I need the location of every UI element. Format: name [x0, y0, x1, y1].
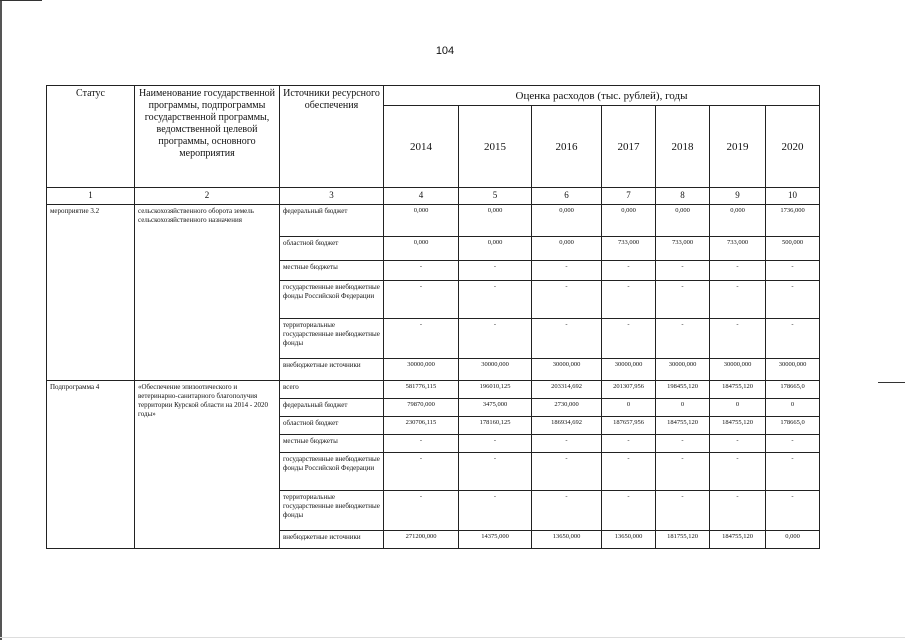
amount-cell: 196010,125: [459, 381, 532, 399]
year-header: 2014: [384, 106, 459, 188]
amount-cell: 30000,000: [459, 359, 532, 381]
page-bottom-edge: [0, 637, 905, 638]
amount-cell: 0,000: [384, 205, 459, 237]
amount-cell: 0,000: [459, 205, 532, 237]
funding-source: местные бюджеты: [280, 261, 384, 281]
amount-cell: -: [710, 319, 766, 359]
amount-cell: 30000,000: [602, 359, 656, 381]
amount-cell: -: [766, 261, 820, 281]
column-number: 2: [135, 188, 280, 205]
amount-cell: -: [532, 261, 602, 281]
amount-cell: 178665,0: [766, 381, 820, 399]
amount-cell: -: [766, 435, 820, 453]
amount-cell: 0,000: [602, 205, 656, 237]
column-number: 3: [280, 188, 384, 205]
amount-cell: -: [459, 261, 532, 281]
amount-cell: 0: [766, 399, 820, 417]
amount-cell: 178665,0: [766, 417, 820, 435]
amount-cell: -: [459, 491, 532, 531]
funding-source: территориальные государственные внебюджетные фонды: [280, 319, 384, 359]
column-number: 9: [710, 188, 766, 205]
amount-cell: 198455,120: [656, 381, 710, 399]
amount-cell: 187657,956: [602, 417, 656, 435]
header-sources: Источники ресурсного обеспечения: [280, 86, 384, 188]
amount-cell: 181755,120: [656, 531, 710, 549]
row-name: сельскохозяйственного оборота земель сельскохозяйственного назначения: [135, 205, 280, 381]
funding-source: областной бюджет: [280, 237, 384, 261]
year-header: 2019: [710, 106, 766, 188]
page-number: 104: [435, 45, 455, 57]
amount-cell: 30000,000: [766, 359, 820, 381]
amount-cell: 14375,000: [459, 531, 532, 549]
table-row: [47, 381, 820, 399]
funding-source: местные бюджеты: [280, 435, 384, 453]
funding-source: внебюджетные источники: [280, 359, 384, 381]
amount-cell: -: [602, 491, 656, 531]
amount-cell: -: [656, 261, 710, 281]
amount-cell: -: [384, 261, 459, 281]
amount-cell: -: [656, 491, 710, 531]
column-number: 1: [47, 188, 135, 205]
amount-cell: -: [532, 319, 602, 359]
column-number: 6: [532, 188, 602, 205]
header-name: Наименование государственной программы, подпрограммы государственной программы, ведомственной целевой программы, основного мероприятия: [135, 86, 280, 188]
header-estimate: Оценка расходов (тыс. рублей), годы: [384, 86, 820, 106]
amount-cell: -: [602, 261, 656, 281]
amount-cell: -: [710, 281, 766, 319]
table-row: [47, 205, 820, 237]
amount-cell: -: [602, 453, 656, 491]
funding-source: территориальные государственные внебюджетные фонды: [280, 491, 384, 531]
amount-cell: 186934,692: [532, 417, 602, 435]
amount-cell: 0: [656, 399, 710, 417]
amount-cell: 0: [602, 399, 656, 417]
amount-cell: -: [384, 491, 459, 531]
amount-cell: -: [459, 453, 532, 491]
table-body: [47, 205, 820, 549]
budget-table: [46, 85, 820, 549]
amount-cell: -: [459, 281, 532, 319]
column-number: 10: [766, 188, 820, 205]
amount-cell: 733,000: [656, 237, 710, 261]
amount-cell: 184755,120: [656, 417, 710, 435]
amount-cell: -: [459, 435, 532, 453]
amount-cell: 184755,120: [710, 381, 766, 399]
amount-cell: -: [384, 319, 459, 359]
amount-cell: -: [532, 281, 602, 319]
column-number: 5: [459, 188, 532, 205]
amount-cell: 203314,692: [532, 381, 602, 399]
header-status: Статус: [47, 86, 135, 188]
amount-cell: -: [656, 435, 710, 453]
amount-cell: -: [532, 435, 602, 453]
amount-cell: -: [710, 435, 766, 453]
row-status: мероприятие 3.2: [47, 205, 135, 381]
amount-cell: 0,000: [532, 237, 602, 261]
row-status: Подпрограмма 4: [47, 381, 135, 549]
amount-cell: 230706,115: [384, 417, 459, 435]
amount-cell: -: [656, 281, 710, 319]
amount-cell: 184755,120: [710, 531, 766, 549]
funding-source: государственные внебюджетные фонды Российской Федерации: [280, 281, 384, 319]
amount-cell: 581776,115: [384, 381, 459, 399]
amount-cell: 733,000: [710, 237, 766, 261]
funding-source: федеральный бюджет: [280, 205, 384, 237]
amount-cell: 271200,000: [384, 531, 459, 549]
amount-cell: 0,000: [710, 205, 766, 237]
amount-cell: -: [602, 281, 656, 319]
amount-cell: 30000,000: [710, 359, 766, 381]
amount-cell: -: [766, 281, 820, 319]
amount-cell: -: [459, 319, 532, 359]
amount-cell: 0,000: [459, 237, 532, 261]
page-left-edge: [0, 0, 2, 640]
amount-cell: 30000,000: [532, 359, 602, 381]
amount-cell: 2730,000: [532, 399, 602, 417]
funding-source: федеральный бюджет: [280, 399, 384, 417]
column-number: 8: [656, 188, 710, 205]
amount-cell: -: [656, 453, 710, 491]
amount-cell: 79870,000: [384, 399, 459, 417]
amount-cell: 201307,956: [602, 381, 656, 399]
funding-source: государственные внебюджетные фонды Российской Федерации: [280, 453, 384, 491]
year-header: 2020: [766, 106, 820, 188]
amount-cell: 500,000: [766, 237, 820, 261]
amount-cell: -: [656, 319, 710, 359]
year-header: 2015: [459, 106, 532, 188]
amount-cell: 0,000: [766, 531, 820, 549]
year-header: 2017: [602, 106, 656, 188]
amount-cell: -: [766, 491, 820, 531]
amount-cell: 13650,000: [532, 531, 602, 549]
amount-cell: -: [602, 435, 656, 453]
column-number: 7: [602, 188, 656, 205]
row-name: «Обеспечение эпизоотического и ветеринарно-санитарного благополучия территории Курской области на 2014 - 2020 годы»: [135, 381, 280, 549]
column-number: 4: [384, 188, 459, 205]
amount-cell: 30000,000: [656, 359, 710, 381]
funding-source: внебюджетные источники: [280, 531, 384, 549]
amount-cell: -: [710, 261, 766, 281]
amount-cell: -: [710, 453, 766, 491]
year-header: 2018: [656, 106, 710, 188]
amount-cell: 1736,000: [766, 205, 820, 237]
corner-line: [0, 0, 42, 1]
year-header: 2016: [532, 106, 602, 188]
amount-cell: -: [602, 319, 656, 359]
amount-cell: 178160,125: [459, 417, 532, 435]
amount-cell: -: [384, 453, 459, 491]
margin-mark: [878, 382, 905, 383]
amount-cell: -: [532, 491, 602, 531]
amount-cell: 184755,120: [710, 417, 766, 435]
amount-cell: 0,000: [532, 205, 602, 237]
amount-cell: 0: [710, 399, 766, 417]
amount-cell: -: [766, 453, 820, 491]
amount-cell: 30000,000: [384, 359, 459, 381]
amount-cell: -: [710, 491, 766, 531]
amount-cell: 13650,000: [602, 531, 656, 549]
amount-cell: -: [384, 435, 459, 453]
amount-cell: -: [532, 453, 602, 491]
amount-cell: -: [766, 319, 820, 359]
funding-source: областной бюджет: [280, 417, 384, 435]
funding-source: всего: [280, 381, 384, 399]
amount-cell: 0,000: [384, 237, 459, 261]
amount-cell: -: [384, 281, 459, 319]
amount-cell: 0,000: [656, 205, 710, 237]
amount-cell: 733,000: [602, 237, 656, 261]
amount-cell: 3475,000: [459, 399, 532, 417]
